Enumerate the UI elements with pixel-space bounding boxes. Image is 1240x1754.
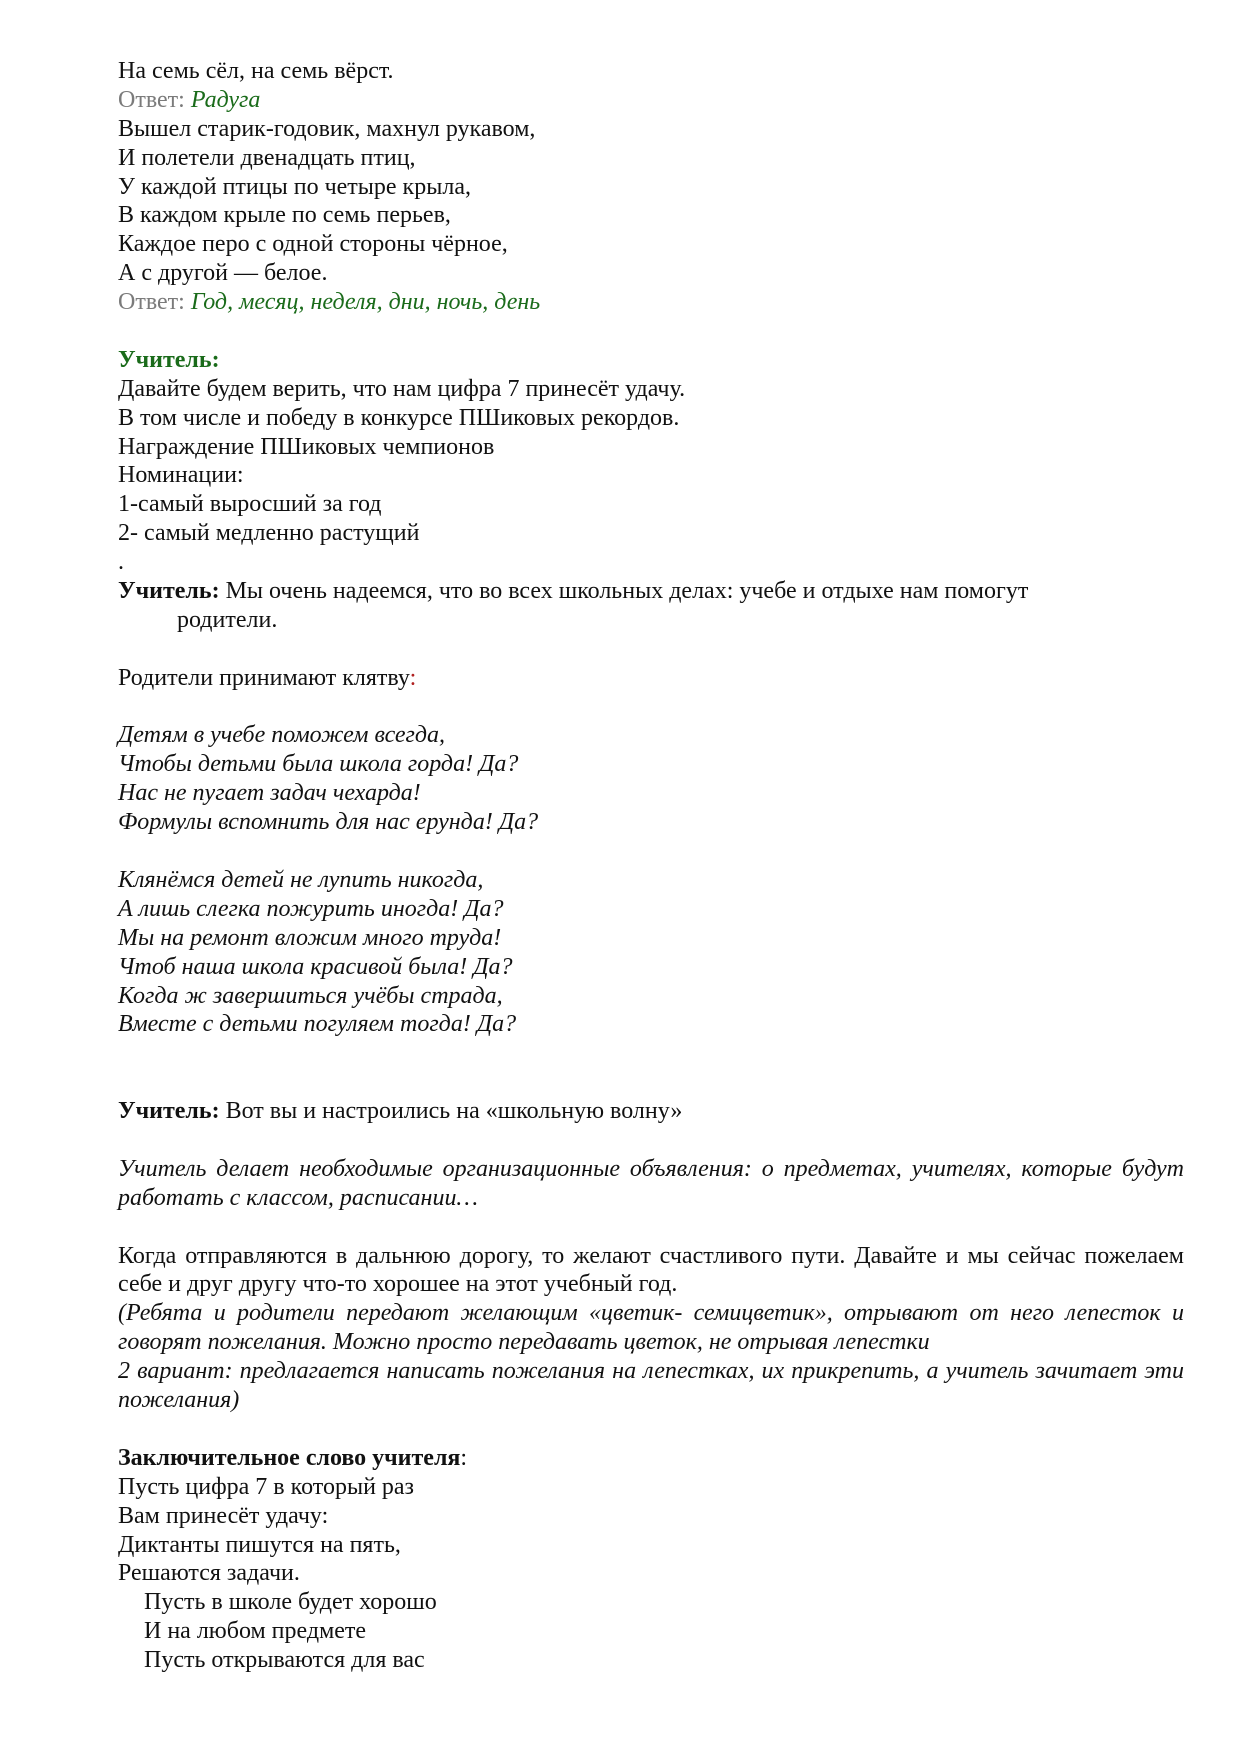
answer-label: Ответ: xyxy=(118,86,185,113)
closing-poem-line: Решаются задачи. xyxy=(118,1560,300,1587)
teacher-label: Учитель: xyxy=(118,1098,220,1125)
teacher-wave-line xyxy=(118,1097,1184,1126)
answer-2: Год, месяц, неделя, дни, ночь, день xyxy=(190,289,541,316)
teacher-line: . xyxy=(118,549,124,576)
parents-oath-colon: : xyxy=(409,664,417,691)
oath-line: Формулы вспомнить для нас ерунда! Да? xyxy=(118,809,539,836)
answer-1: Радуга xyxy=(190,86,261,113)
closing-label: Заключительное слово учителя xyxy=(118,1444,461,1471)
answer-2-line xyxy=(118,288,1184,317)
teacher-parents-line xyxy=(118,577,1184,606)
wishes-instruction-2: 2 вариант: предлагается написать пожелания на лепестках, их прикрепить, а учитель зачитает эти пожелания) xyxy=(118,1358,1184,1414)
teacher-line: Номинации: xyxy=(118,462,244,489)
closing-poem-line: Диктанты пишутся на пять, xyxy=(118,1531,401,1558)
riddle-end-line: На семь сёл, на семь вёрст. xyxy=(118,58,394,84)
oath-line: Когда ж завершиться учёбы страда, xyxy=(118,982,503,1009)
oath-line: Вместе с детьми погуляем тогда! Да? xyxy=(118,1011,517,1038)
closing-poem-line: Вам принесёт удачу: xyxy=(118,1502,329,1529)
riddle-2-line: Вышел старик-годовик, махнул рукавом, xyxy=(118,115,536,142)
teacher-line: 2- самый медленно растущий xyxy=(118,520,420,547)
teacher-line: Давайте будем верить, что нам цифра 7 принесёт удачу. xyxy=(118,375,686,402)
riddle-2-line: И полетели двенадцать птиц, xyxy=(118,144,416,171)
riddle-2-line: А с другой — белое. xyxy=(118,260,328,287)
wishes-instruction-1: (Ребята и родители передают желающим «цветик- семицветик», отрывают от него лепесток и говорят пожелания. Можно просто передавать цветок, не отрывая лепестки xyxy=(118,1300,1184,1356)
parents-oath-text: Родители принимают клятву xyxy=(118,664,410,691)
teacher-parents-cont: родители. xyxy=(177,606,278,633)
oath-line: Чтобы детьми была школа горда! Да? xyxy=(118,751,519,778)
riddle-2-line: Каждое перо с одной стороны чёрное, xyxy=(118,231,508,258)
closing-heading-line xyxy=(118,1444,1184,1473)
teacher-heading: Учитель: xyxy=(118,346,220,373)
oath-line: А лишь слегка пожурить иногда! Да? xyxy=(118,895,504,922)
teacher-line: Награждение ПШиковых чемпионов xyxy=(118,433,495,460)
oath-line: Мы на ремонт вложим много труда! xyxy=(118,924,502,951)
riddle-2-line: У каждой птицы по четыре крыла, xyxy=(118,173,471,200)
teacher-label: Учитель: xyxy=(118,578,220,605)
teacher-announcements: Учитель делает необходимые организационные объявления: о предметах, учителях, которые будут работать с классом, расписании… xyxy=(118,1155,1184,1211)
closing-colon: : xyxy=(460,1444,468,1471)
oath-line: Детям в учебе поможем всегда, xyxy=(118,722,446,749)
closing-poem-line: Пусть открываются для вас xyxy=(144,1647,425,1674)
oath-line: Нас не пугает задач чехарда! xyxy=(118,780,421,807)
oath-line: Клянёмся детей не лупить никогда, xyxy=(118,866,484,893)
answer-1-line xyxy=(118,86,1184,115)
teacher-line: 1-самый выросший за год xyxy=(118,491,382,518)
oath-line: Чтоб наша школа красивой была! Да? xyxy=(118,953,513,980)
answer-label: Ответ: xyxy=(118,289,185,316)
teacher-line: В том числе и победу в конкурсе ПШиковых рекордов. xyxy=(118,404,680,431)
document-body xyxy=(118,57,1184,1675)
closing-poem-line: Пусть в школе будет хорошо xyxy=(144,1589,437,1616)
closing-poem-line: И на любом предмете xyxy=(144,1618,367,1645)
riddle-2-line: В каждом крыле по семь перьев, xyxy=(118,202,451,229)
teacher-wave-text: Вот вы и настроились на «школьную волну» xyxy=(225,1098,683,1125)
teacher-parents-text: Мы очень надеемся, что во всех школьных делах: учебе и отдыхе нам помогут xyxy=(225,578,1029,605)
closing-poem-line: Пусть цифра 7 в который раз xyxy=(118,1473,415,1500)
wishes-intro: Когда отправляются в дальнюю дорогу, то желают счастливого пути. Давайте и мы сейчас пожелаем себе и друг другу что-то хорошее на этот учебный год. xyxy=(118,1242,1184,1298)
parents-oath-line xyxy=(118,664,1184,693)
